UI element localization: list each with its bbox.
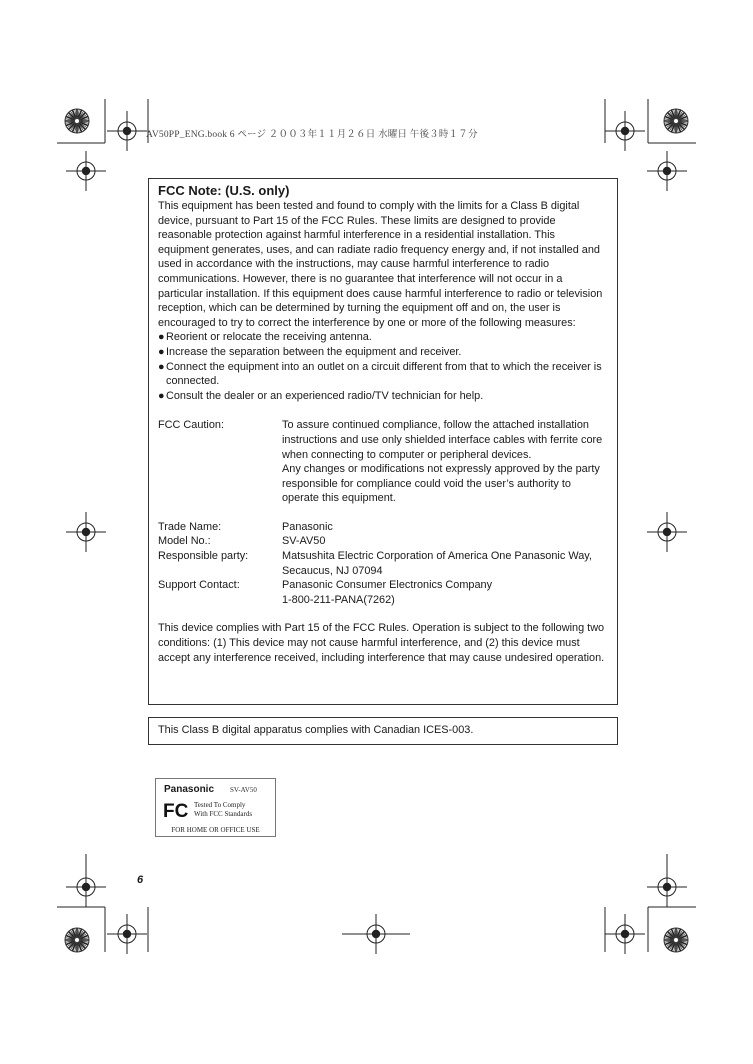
measures-list [158, 330, 608, 403]
radial-starburst-icon [65, 109, 89, 133]
table-row [158, 520, 608, 535]
trade-name-value: Panasonic [282, 520, 333, 533]
list-item: ● Consult the dealer or an experienced radio/TV technician for help. [158, 389, 484, 402]
fcc-label [155, 778, 276, 837]
page-number: 6 [137, 874, 144, 886]
registration-crosshair-icon [66, 151, 106, 191]
fcc-caution [158, 418, 608, 506]
product-info-table [158, 520, 608, 608]
fcc-caution-text-2: Any changes or modifications not expressly approved by the party responsible for compliance could void the user’s authority to operate this equipment. [282, 463, 600, 505]
radial-starburst-icon [664, 109, 688, 133]
responsible-party-value: Matsushita Electric Corporation of America One Panasonic Way, Secaucus, NJ 07094 [282, 550, 592, 577]
fcc-note-title: FCC Note: (U.S. only) [158, 183, 290, 198]
radial-starburst-icon [65, 928, 89, 952]
fcc-logo-text: FC [163, 801, 189, 820]
fcc-caution-body [282, 418, 608, 506]
registration-crosshair-icon [605, 111, 645, 151]
responsible-party-label: Responsible party: [158, 550, 249, 563]
use-line: FOR HOME OR OFFICE USE [171, 826, 260, 834]
model-label: Model No.: [158, 535, 211, 548]
fcc-caution-label: FCC Caution: [158, 419, 224, 432]
support-company: Panasonic Consumer Electronics Company [282, 579, 493, 592]
brand-logo: Panasonic [164, 784, 215, 795]
support-contact-value [282, 578, 608, 607]
table-row [158, 578, 608, 607]
list-item: ● Connect the equipment into an outlet on a circuit different from that to which the receiver is connected. [158, 360, 602, 388]
registration-crosshair-icon [647, 151, 687, 191]
fcc-note-box [148, 178, 618, 705]
support-contact-label: Support Contact: [158, 579, 240, 592]
print-info-line: AV50PP_ENG.book 6 ページ ２００３年１１月２６日 水曜日 午後３時１７分 [146, 130, 478, 140]
table-row [158, 549, 608, 578]
canada-note-box [148, 717, 618, 745]
list-item: ● Reorient or relocate the receiving antenna. [158, 331, 372, 344]
registration-crosshair-icon [107, 914, 147, 954]
registration-crosshair-icon [66, 867, 106, 907]
fcc-note-paragraph: This equipment has been tested and found to comply with the limits for a Class B digital device, pursuant to Part 15 of the FCC Rules. These limits are designed to provide reasonable protection against harmful interference in a residential installation. This equipment generates, uses, and can radiate radio frequency energy and, if not installed and used in accordance with the instructions, may cause harmful interference to radio communications. However, there is no guarantee that interference will not occur in a particular installation. If this equipment does cause harmful interference to radio or television reception, which can be determined by turning the equipment off and on, the user is encouraged to try to correct the interference by one or more of the following measures: [158, 200, 603, 329]
label-model: SV-AV50 [230, 786, 257, 794]
support-phone: 1-800-211-PANA(7262) [282, 593, 395, 606]
table-row [158, 534, 608, 549]
canada-note-text: This Class B digital apparatus complies with Canadian ICES-003. [158, 724, 474, 736]
tested-text [194, 801, 252, 818]
radial-starburst-icon [664, 928, 688, 952]
compliance-paragraph: This device complies with Part 15 of the FCC Rules. Operation is subject to the following two conditions: (1) This device may not cause harmful interference, and (2) this device must accept any interference received, including interference that may cause undesired operation. [158, 622, 605, 664]
registration-crosshair-icon [107, 111, 147, 151]
tested-line-1: Tested To Comply [194, 801, 246, 809]
tested-line-2: With FCC Standards [194, 809, 253, 818]
registration-crosshair-icon [66, 512, 106, 552]
list-item: ● Increase the separation between the equipment and receiver. [158, 345, 462, 358]
fcc-caution-text-1: To assure continued compliance, follow the attached installation instructions and use only shielded interface cables with ferrite core when connecting to computer or peripheral devices. [282, 419, 603, 461]
fcc-logo-icon [163, 800, 189, 820]
registration-crosshair-icon [647, 867, 687, 907]
trade-name-label: Trade Name: [158, 520, 222, 533]
model-value: SV-AV50 [282, 535, 326, 548]
registration-crosshair-icon [605, 914, 645, 954]
registration-crosshair-icon [647, 512, 687, 552]
